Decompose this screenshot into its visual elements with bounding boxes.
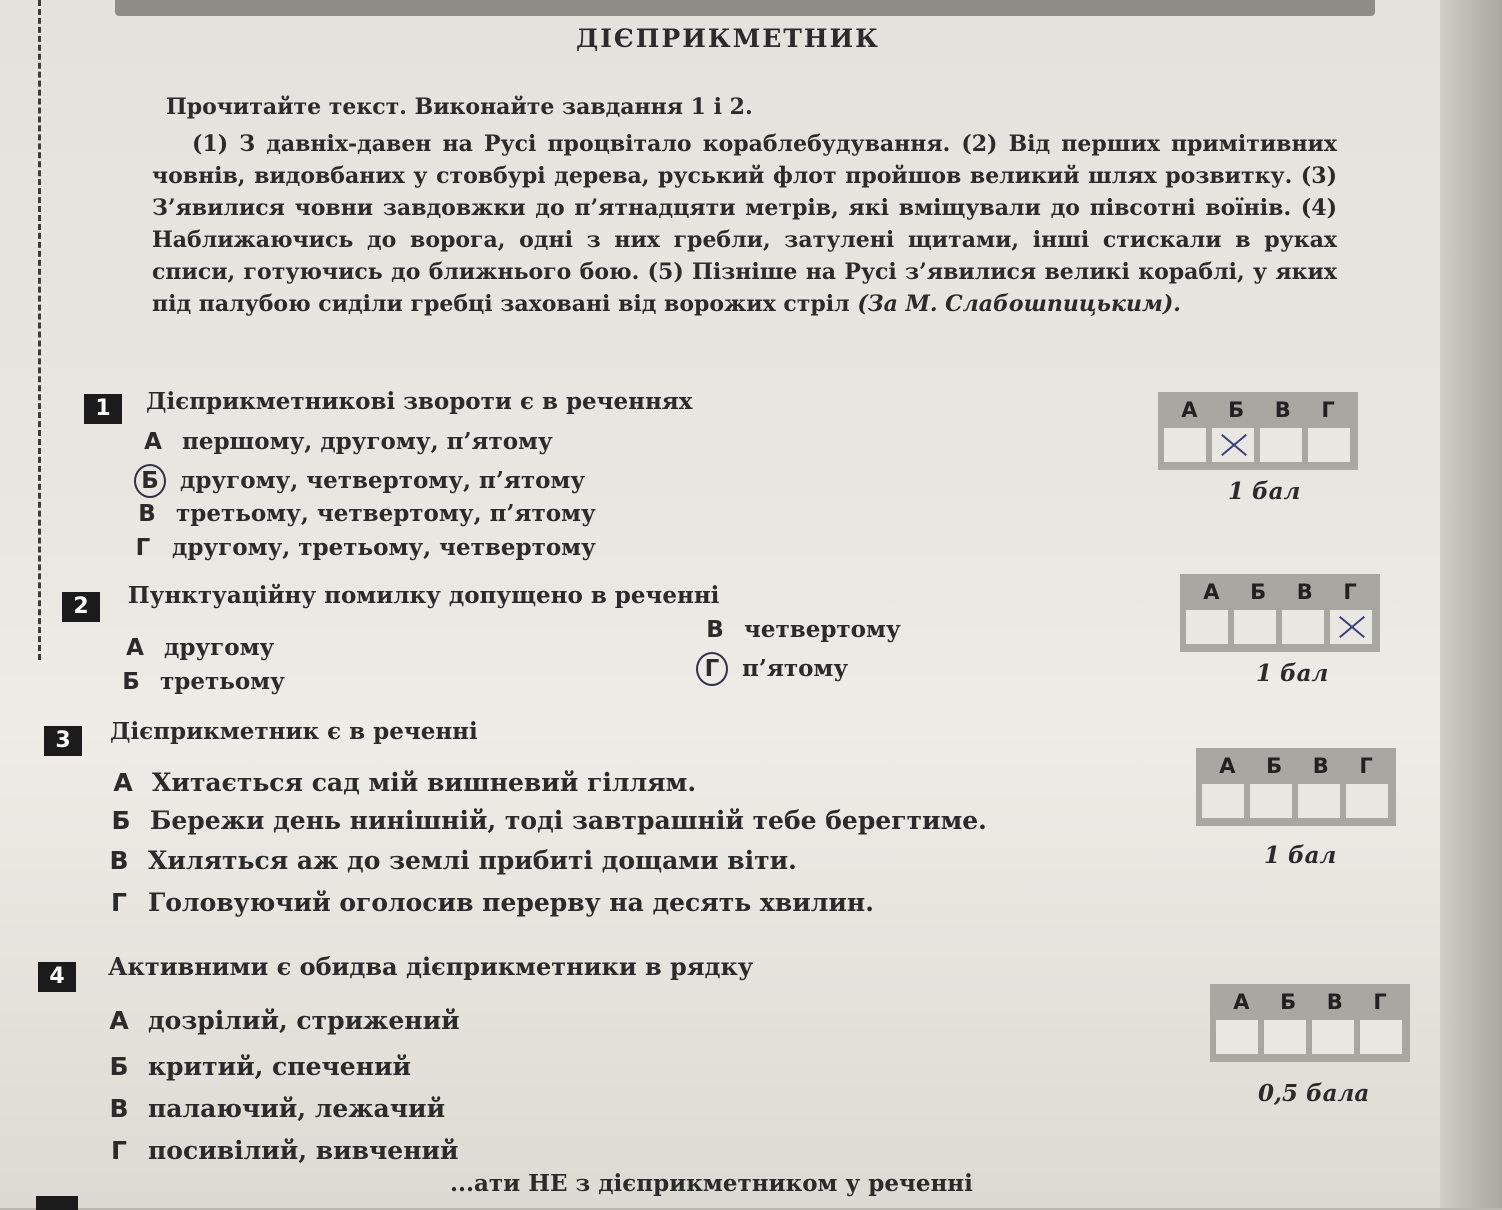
option-v[interactable] [104, 846, 797, 875]
cutoff-question: ...ати НЕ з дієприкметником у реченні [450, 1170, 973, 1197]
grid-letter: В [1274, 398, 1291, 422]
option-text: Головуючий оголосив перерву на десять хвилин. [148, 888, 874, 917]
score-label: 0,5 бала [1258, 1080, 1370, 1107]
option-letter: А [144, 429, 162, 455]
answer-box-b-marked[interactable] [1212, 428, 1254, 462]
option-text: критий, спечений [148, 1052, 412, 1081]
option-g[interactable] [128, 534, 596, 561]
grid-letter: В [1312, 754, 1329, 778]
option-text: Хиляться аж до землі прибиті дощами віти. [148, 846, 797, 875]
answer-box-g[interactable] [1308, 428, 1350, 462]
task-number: 3 [44, 726, 82, 756]
option-letter: В [706, 617, 724, 643]
grid-letter: Г [1321, 398, 1335, 422]
option-b[interactable] [106, 806, 987, 835]
passage [152, 128, 1337, 320]
answer-box-b[interactable] [1234, 610, 1276, 644]
option-g[interactable] [696, 652, 848, 686]
option-letter-circled: Г [696, 652, 728, 686]
option-a[interactable] [104, 1006, 460, 1035]
score-label: 1 бал [1264, 842, 1337, 869]
grid-letter: А [1181, 398, 1198, 422]
score-label: 1 бал [1256, 660, 1329, 687]
grid-letter: А [1203, 580, 1220, 604]
answer-box-b[interactable] [1264, 1020, 1306, 1054]
task-number: 1 [84, 394, 122, 424]
grid-letter: Г [1373, 990, 1387, 1014]
top-strip [115, 0, 1375, 16]
option-text: третьому, четвертому, п’ятому [176, 500, 596, 527]
option-g[interactable] [104, 1136, 459, 1165]
answer-box-v[interactable] [1260, 428, 1302, 462]
grid-letter: Б [1250, 580, 1267, 604]
answer-box-v[interactable] [1298, 784, 1340, 818]
grid-letter: Г [1343, 580, 1357, 604]
option-letter: Г [111, 888, 127, 917]
option-letter: Г [111, 1136, 127, 1165]
option-v[interactable] [104, 1094, 445, 1123]
cut-line [38, 0, 41, 660]
grid-letter: Б [1266, 754, 1283, 778]
option-text: першому, другому, п’ятому [182, 428, 553, 455]
score-label: 1 бал [1228, 478, 1301, 505]
option-letter: В [138, 501, 156, 527]
passage-reference: (За М. Слабошпицьким). [857, 291, 1181, 317]
option-text: дозрілий, стрижений [148, 1006, 460, 1035]
task-question: Дієприкметникові звороти є в реченнях [146, 388, 693, 415]
option-b[interactable] [116, 668, 285, 695]
task-question: Пунктуаційну помилку допущено в реченні [128, 582, 720, 609]
option-text: посивілий, вивчений [148, 1136, 459, 1165]
answer-box-v[interactable] [1312, 1020, 1354, 1054]
instruction: Прочитайте текст. Виконайте завдання 1 і 2. [166, 94, 753, 120]
answer-box-b[interactable] [1250, 784, 1292, 818]
grid-letter: В [1296, 580, 1313, 604]
option-v[interactable] [700, 616, 901, 643]
option-letter: В [109, 1094, 129, 1123]
option-letter: А [126, 635, 144, 661]
grid-letter: А [1233, 990, 1250, 1014]
option-text: другому [164, 634, 275, 661]
answer-box-g[interactable] [1346, 784, 1388, 818]
task-number: 2 [62, 592, 100, 622]
answer-grid [1196, 748, 1396, 826]
option-text: другому, четвертому, п’ятому [180, 467, 586, 494]
option-text: палаючий, лежачий [148, 1094, 446, 1123]
task-number: 4 [38, 962, 76, 992]
task-question: Активними є обидва дієприкметники в рядку [108, 952, 754, 981]
task-question: Дієприкметник є в реченні [110, 718, 478, 745]
option-a[interactable] [108, 768, 696, 797]
grid-letter: Б [1228, 398, 1245, 422]
answer-grid [1158, 392, 1358, 470]
option-b[interactable] [104, 1052, 411, 1081]
answer-grid [1210, 984, 1410, 1062]
option-text: третьому [160, 668, 285, 695]
option-letter-circled: Б [134, 464, 166, 498]
option-a[interactable] [138, 428, 553, 455]
grid-letter: В [1326, 990, 1343, 1014]
option-letter: Б [109, 1052, 129, 1081]
answer-grid [1180, 574, 1380, 652]
answer-box-g-marked[interactable] [1330, 610, 1372, 644]
option-v[interactable] [132, 500, 596, 527]
option-letter: Б [111, 806, 131, 835]
answer-box-v[interactable] [1282, 610, 1324, 644]
option-text: другому, третьому, четвертому [172, 534, 596, 561]
option-letter: А [113, 768, 133, 797]
option-letter: А [109, 1006, 129, 1035]
grid-letter: Г [1359, 754, 1373, 778]
option-a[interactable] [120, 634, 274, 661]
option-letter: Б [122, 669, 140, 695]
option-g[interactable] [104, 888, 874, 917]
option-text: Хитається сад мій вишневий гіллям. [152, 768, 697, 797]
option-text: четвертому [744, 616, 901, 643]
option-b[interactable] [134, 464, 585, 498]
answer-box-a[interactable] [1186, 610, 1228, 644]
answer-box-a[interactable] [1216, 1020, 1258, 1054]
option-text: Бережи день нинішній, тоді завтрашній тебе берегтиме. [150, 806, 987, 835]
grid-letter: Б [1280, 990, 1297, 1014]
page-title: ДІЄПРИКМЕТНИК [576, 24, 880, 53]
answer-box-g[interactable] [1360, 1020, 1402, 1054]
page-edge [1440, 0, 1502, 1208]
answer-box-a[interactable] [1164, 428, 1206, 462]
grid-letter: А [1219, 754, 1236, 778]
option-letter: Г [135, 535, 151, 561]
answer-box-a[interactable] [1202, 784, 1244, 818]
option-letter: В [109, 846, 129, 875]
option-text: п’ятому [742, 655, 849, 682]
passage-text: (1) З давніх-давен на Русі процвітало кораблебудування. (2) Від перших примітивних човнів, видовбаних у стовбурі дерева, руський флот пройшов великий шлях розвитку. (3) З’явилися човни завдовжки до п’ятнадцяти метрів, які вміщували до півсотні воїнів. (4) Наближаючись до ворога, одні з них гребли, затулені щитами, інші стискали в руках списи, готуючись до ближнього бою. (5) Пізніше на Русі з’явилися великі кораблі, у яких під палубою сиділи гребці заховані від ворожих стріл [152, 131, 1337, 317]
